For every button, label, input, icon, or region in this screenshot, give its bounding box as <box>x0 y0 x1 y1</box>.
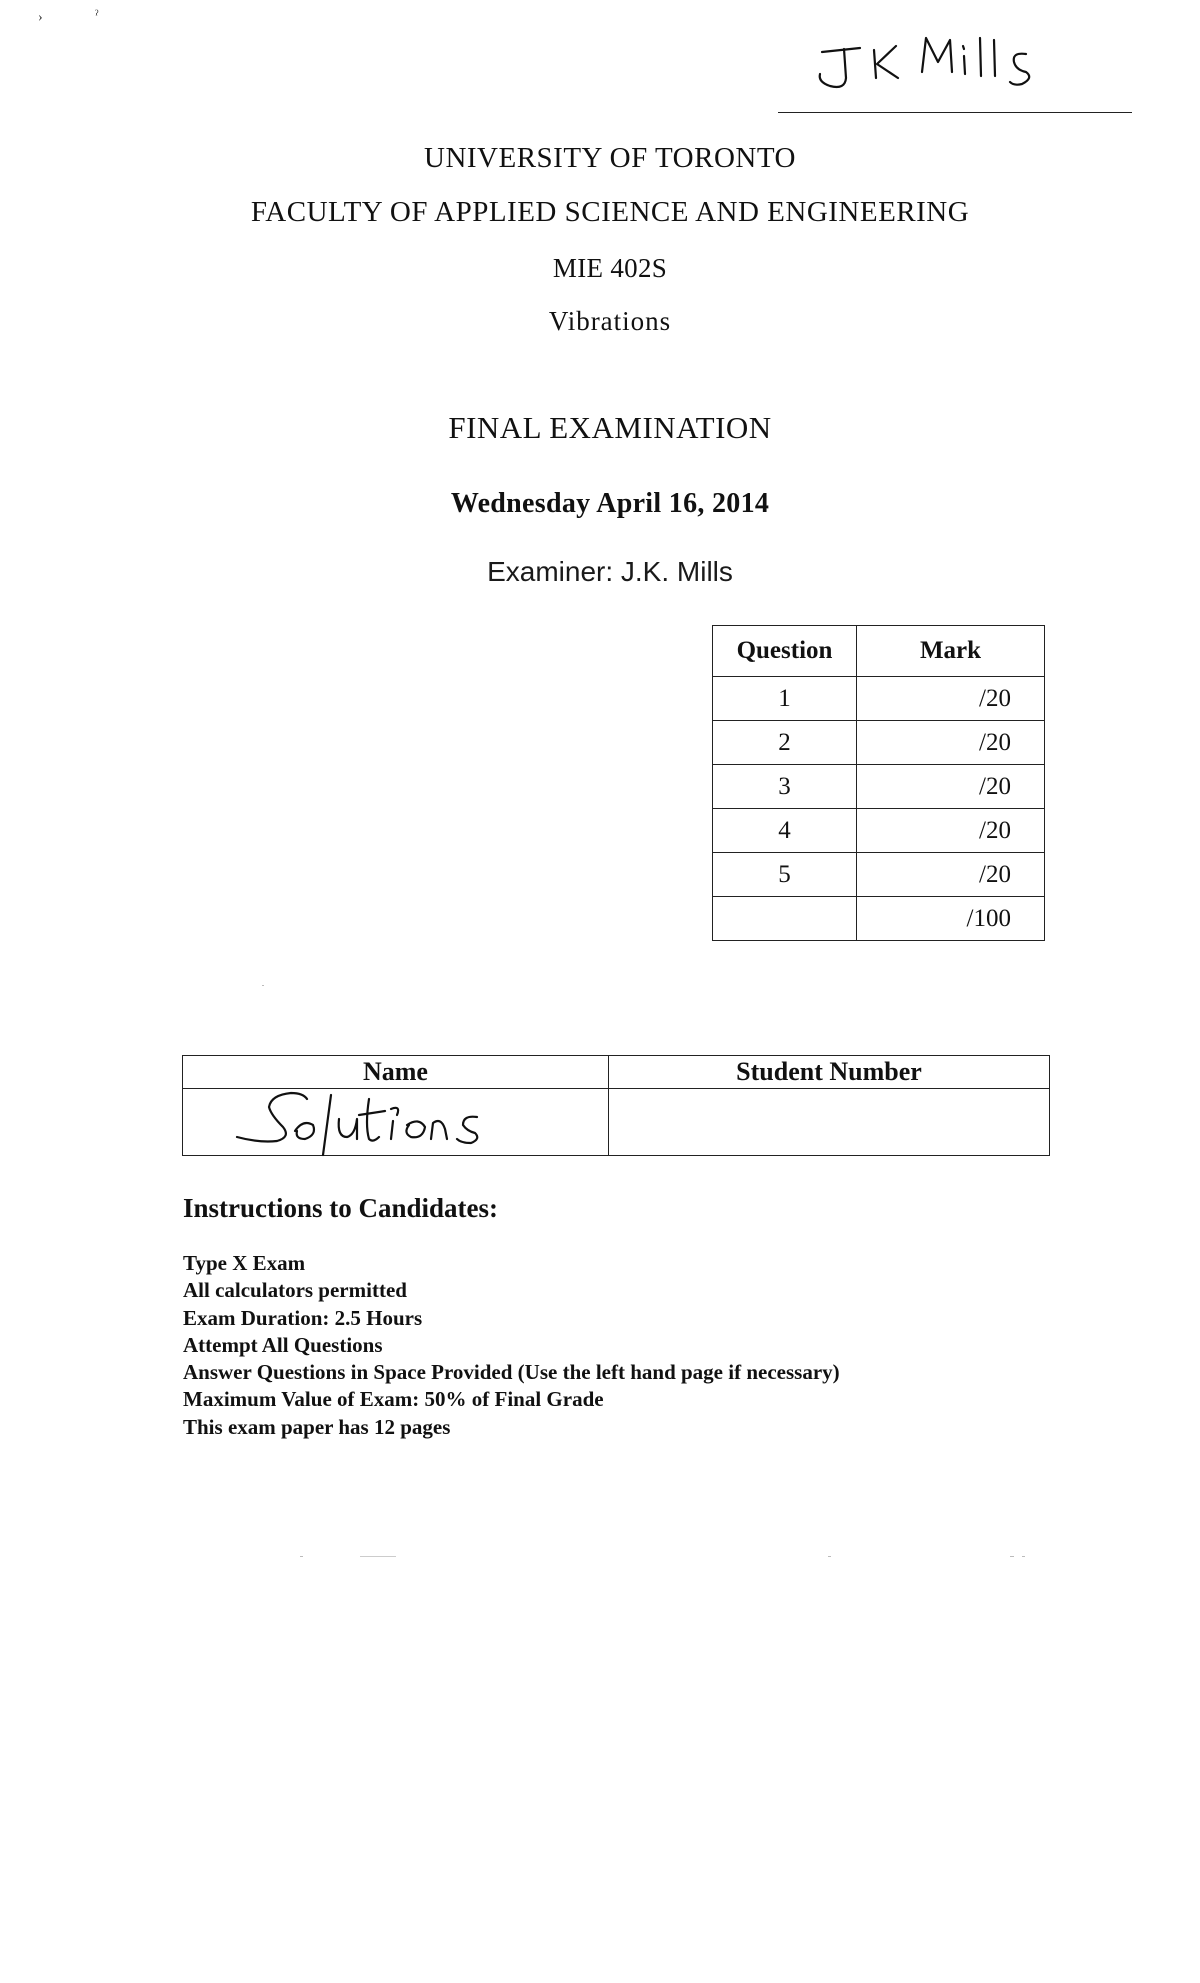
exam-title: FINAL EXAMINATION <box>448 410 772 445</box>
course-name: Vibrations <box>548 306 672 336</box>
scan-artifact-mark: ˀ <box>95 8 99 23</box>
instruction-item: All calculators permitted <box>183 1278 407 1303</box>
marks-table-header-row <box>713 626 1045 677</box>
marks-table-row <box>713 677 1045 721</box>
instruction-item: Maximum Value of Exam: 50% of Final Grade <box>183 1387 604 1412</box>
question-mark: /20 <box>857 853 1045 897</box>
question-number: 2 <box>713 721 857 765</box>
instruction-item: Exam Duration: 2.5 Hours <box>183 1305 423 1330</box>
scan-artifact-mark: › <box>38 10 43 25</box>
question-mark: /20 <box>857 809 1045 853</box>
scan-speck <box>1010 1556 1014 1557</box>
signature-underline <box>778 112 1132 113</box>
instruction-item: Answer Questions in Space Provided (Use the left hand page if necessary) <box>183 1360 840 1385</box>
university-name: UNIVERSITY OF TORONTO <box>424 142 796 174</box>
total-mark: /100 <box>857 897 1045 941</box>
instruction-item: This exam paper has 12 pages <box>183 1414 451 1439</box>
scan-speck <box>360 1556 396 1557</box>
name-field <box>183 1089 609 1156</box>
student-number-header: Student Number <box>609 1056 1050 1089</box>
question-number: 3 <box>713 765 857 809</box>
question-mark: /20 <box>857 765 1045 809</box>
question-number: 1 <box>713 677 857 721</box>
scan-speck <box>1022 1556 1025 1557</box>
scan-speck <box>300 1556 303 1557</box>
question-mark: /20 <box>857 721 1045 765</box>
marks-table-row <box>713 853 1045 897</box>
question-number: 4 <box>713 809 857 853</box>
scan-speck <box>828 1556 831 1557</box>
total-label-cell <box>713 897 857 941</box>
instructions-title: Instructions to Candidates: <box>183 1193 499 1223</box>
faculty-name: FACULTY OF APPLIED SCIENCE AND ENGINEERING <box>250 196 970 228</box>
marks-table-row <box>713 721 1045 765</box>
instruction-item: Attempt All Questions <box>183 1332 383 1357</box>
student-id-table <box>182 1055 1050 1156</box>
marks-table-row <box>713 765 1045 809</box>
student-number-field[interactable] <box>609 1089 1050 1156</box>
exam-examiner: Examiner: J.K. Mills <box>487 556 733 587</box>
handwritten-name-solutions <box>231 1085 531 1155</box>
question-number: 5 <box>713 853 857 897</box>
marks-header-mark: Mark <box>857 626 1045 677</box>
name-header: Name <box>183 1056 609 1089</box>
instruction-item: Type X Exam <box>183 1251 306 1275</box>
student-id-value-row <box>183 1089 1050 1156</box>
marks-header-question: Question <box>713 626 857 677</box>
name-value-text <box>396 1155 397 1156</box>
exam-date: Wednesday April 16, 2014 <box>450 488 770 519</box>
marks-table <box>712 625 1045 941</box>
student-id-header-row <box>183 1056 1050 1089</box>
question-mark: /20 <box>857 677 1045 721</box>
scan-speck <box>262 985 264 986</box>
handwritten-signature-jk-mills <box>800 28 1100 108</box>
instructions-list <box>183 1250 840 1441</box>
course-code: MIE 402S <box>552 253 668 283</box>
marks-table-row <box>713 809 1045 853</box>
marks-table-total-row <box>713 897 1045 941</box>
